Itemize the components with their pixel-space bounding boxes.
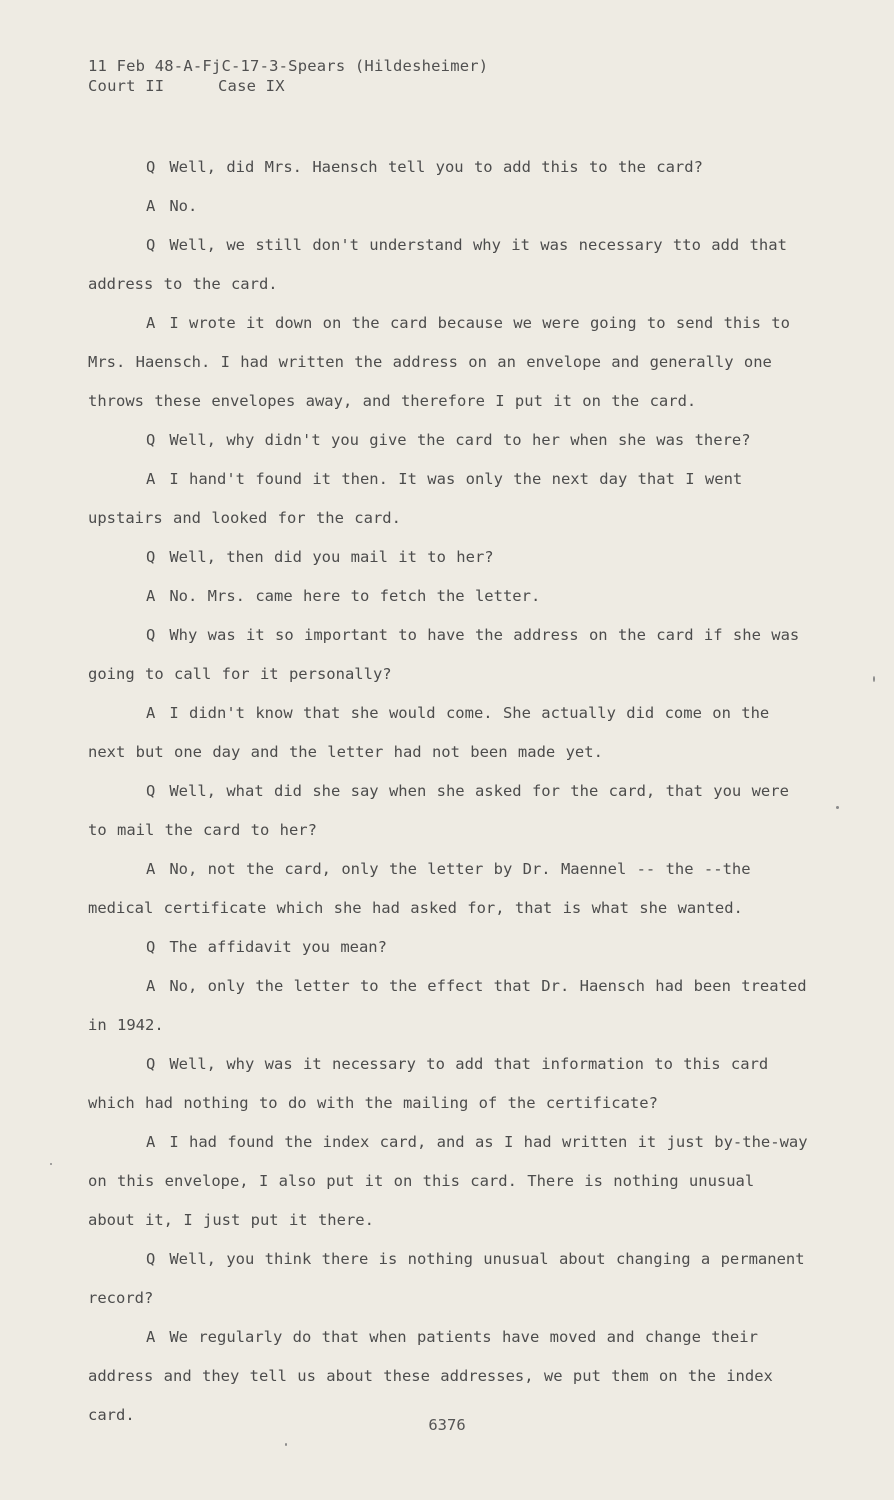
transcript-paragraph bbox=[88, 850, 808, 928]
paragraph-text: Well, why was it necessary to add that information to this card which had nothing to do with the mailing of the certificate? bbox=[88, 1055, 769, 1112]
transcript-paragraph bbox=[88, 304, 808, 421]
paragraph-text: I hand't found it then. It was only the next day that I went upstairs and looked for the card. bbox=[88, 470, 743, 527]
speaker-label: A bbox=[146, 197, 156, 215]
speaker-label: A bbox=[146, 314, 156, 332]
speaker-label: Q bbox=[146, 626, 156, 644]
paragraph-text: I had found the index card, and as I had written it just by-the-way on this envelope, I also put it on this card. There is nothing unusual about it, I just put it there. bbox=[88, 1133, 808, 1229]
speaker-label: A bbox=[146, 587, 156, 605]
paragraph-text: Well, then did you mail it to her? bbox=[169, 548, 494, 566]
transcript-paragraph bbox=[88, 421, 808, 460]
speaker-label: A bbox=[146, 470, 156, 488]
paragraph-text: No, only the letter to the effect that Dr. Haensch had been treated in 1942. bbox=[88, 977, 807, 1034]
transcript-paragraph bbox=[88, 772, 808, 850]
speaker-label: Q bbox=[146, 1055, 156, 1073]
transcript-paragraph bbox=[88, 148, 808, 187]
paragraph-text: No. bbox=[169, 197, 198, 215]
paper-speck bbox=[873, 676, 875, 682]
transcript-paragraph bbox=[88, 460, 808, 538]
paper-speck bbox=[285, 1443, 287, 1446]
paragraph-text: No. Mrs. came here to fetch the letter. bbox=[169, 587, 541, 605]
header-court: Court II bbox=[88, 77, 165, 95]
speaker-label: A bbox=[146, 977, 156, 995]
speaker-label: Q bbox=[146, 548, 156, 566]
paragraph-text: Well, what did she say when she asked for the card, that you were to mail the card to her? bbox=[88, 782, 789, 839]
speaker-label: A bbox=[146, 704, 156, 722]
header-case: Case IX bbox=[218, 77, 285, 95]
transcript-body bbox=[88, 148, 808, 1435]
paragraph-text: Well, we still don't understand why it was necessary tto add that address to the card. bbox=[88, 236, 787, 293]
paragraph-text: I wrote it down on the card because we were going to send this to Mrs. Haensch. I had written the address on an envelope and generally one throws these envelopes away, and therefore I put it on the card. bbox=[88, 314, 790, 410]
paragraph-text: We regularly do that when patients have moved and change their address and they tell us about these addresses, we put them on the index card. bbox=[88, 1328, 773, 1424]
header-court-case-line bbox=[88, 76, 488, 96]
transcript-paragraph bbox=[88, 928, 808, 967]
transcript-paragraph bbox=[88, 616, 808, 694]
header-reference-line: 11 Feb 48-A-FjC-17-3-Spears (Hildesheimer) bbox=[88, 57, 489, 75]
transcript-paragraph bbox=[88, 187, 808, 226]
speaker-label: A bbox=[146, 1328, 156, 1346]
speaker-label: Q bbox=[146, 782, 156, 800]
speaker-label: A bbox=[146, 1133, 156, 1151]
speaker-label: A bbox=[146, 860, 156, 878]
transcript-paragraph bbox=[88, 1123, 808, 1240]
speaker-label: Q bbox=[146, 938, 156, 956]
speaker-label: Q bbox=[146, 1250, 156, 1268]
transcript-paragraph bbox=[88, 1240, 808, 1318]
paragraph-text: I didn't know that she would come. She actually did come on the next but one day and the letter had not been made yet. bbox=[88, 704, 770, 761]
paper-speck bbox=[836, 806, 839, 809]
paragraph-text: Well, did Mrs. Haensch tell you to add this to the card? bbox=[169, 158, 703, 176]
transcript-paragraph bbox=[88, 577, 808, 616]
document-header bbox=[88, 56, 488, 96]
speaker-label: Q bbox=[146, 431, 156, 449]
speaker-label: Q bbox=[146, 158, 156, 176]
paragraph-text: No, not the card, only the letter by Dr. Maennel -- the --the medical certificate which she had asked for, that is what she wanted. bbox=[88, 860, 751, 917]
transcript-paragraph bbox=[88, 1045, 808, 1123]
transcript-paragraph bbox=[88, 538, 808, 577]
transcript-paragraph bbox=[88, 967, 808, 1045]
paragraph-text: Well, you think there is nothing unusual about changing a permanent record? bbox=[88, 1250, 805, 1307]
speaker-label: Q bbox=[146, 236, 156, 254]
transcript-paragraph bbox=[88, 694, 808, 772]
paragraph-text: Why was it so important to have the address on the card if she was going to call for it personally? bbox=[88, 626, 800, 683]
paragraph-text: Well, why didn't you give the card to her when she was there? bbox=[169, 431, 751, 449]
page-number: 6376 bbox=[428, 1416, 466, 1434]
paper-speck bbox=[50, 1163, 52, 1165]
transcript-paragraph bbox=[88, 226, 808, 304]
paragraph-text: The affidavit you mean? bbox=[169, 938, 387, 956]
